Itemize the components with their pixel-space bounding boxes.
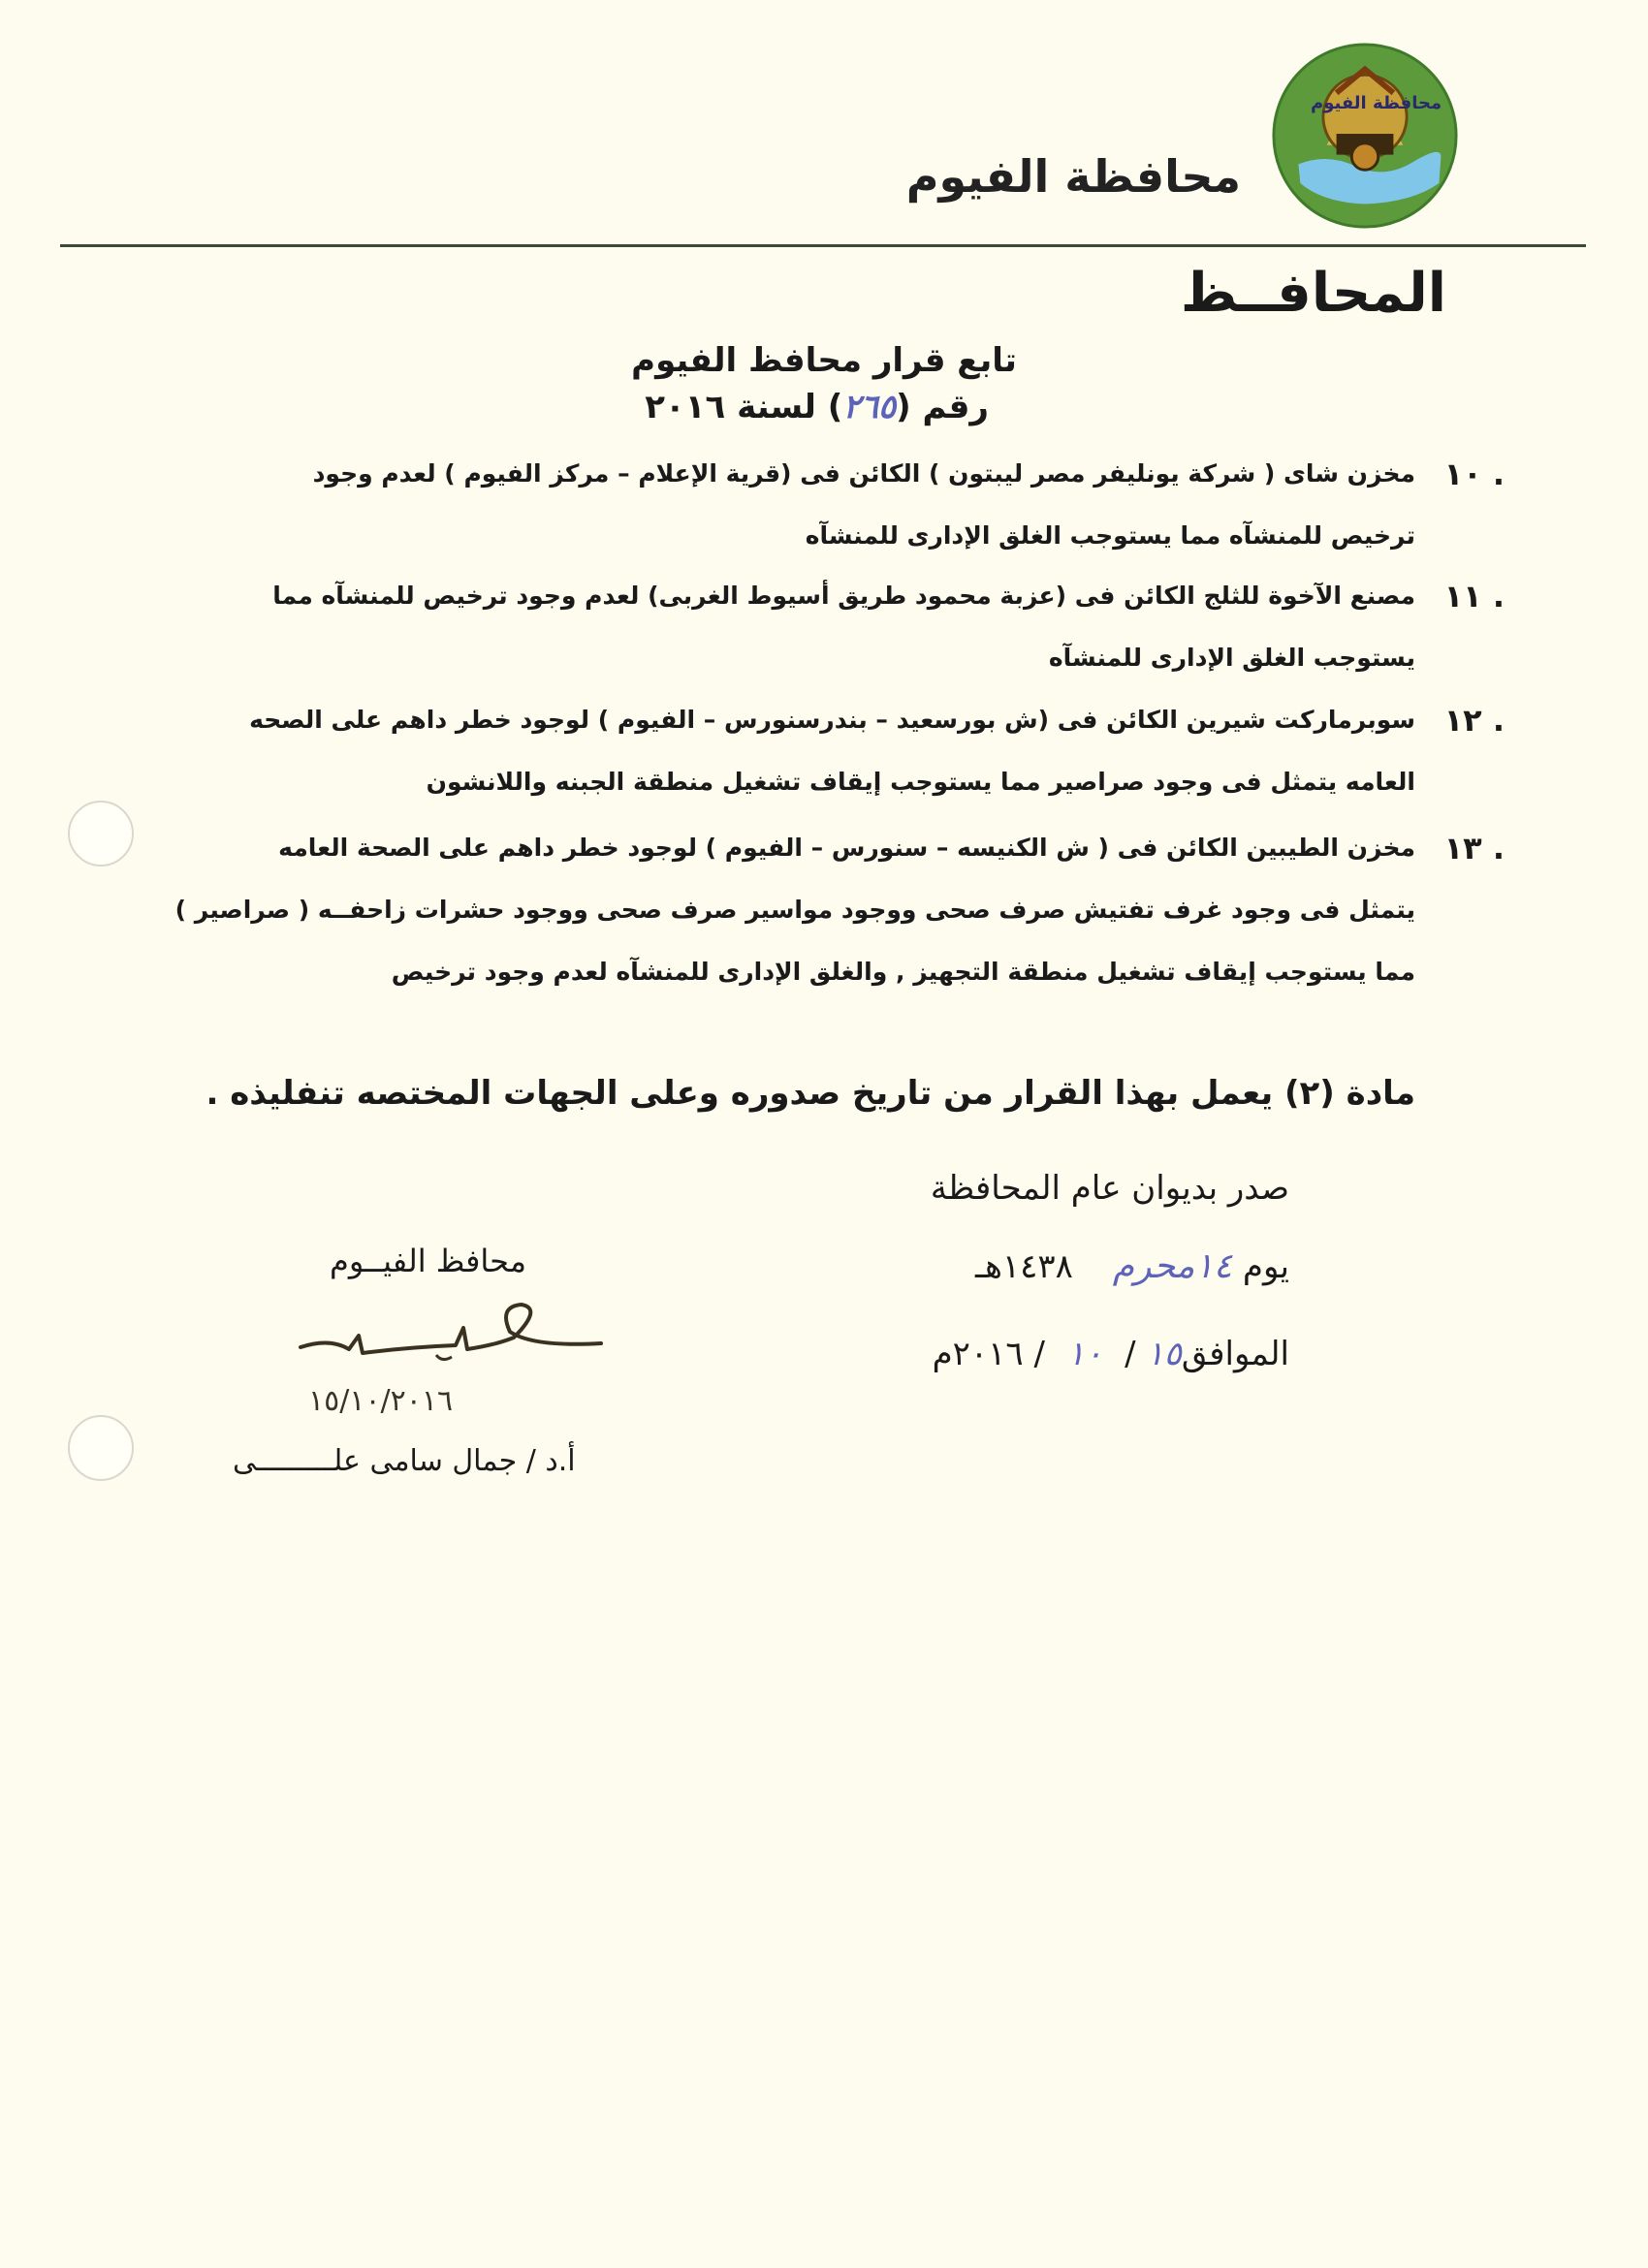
day-line xyxy=(975,1246,1289,1286)
item-line: مما يستوجب إيقاف تشغيل منطقة التجهيز , والغلق الإدارى للمنشآه لعدم وجود ترخيص xyxy=(391,958,1415,986)
date-line xyxy=(933,1335,1289,1373)
item-line: ترخيص للمنشآه مما يستوجب الغلق الإدارى للمنشآه xyxy=(805,521,1415,550)
item-line: يتمثل فى وجود غرف تفتيش صرف صحى ووجود مواسير صرف صحى ووجود حشرات زاحفــه ( صراصير ) xyxy=(174,896,1415,924)
date-year: / ٢٠١٦م xyxy=(932,1335,1045,1373)
decree-title: تابع قرار محافظ الفيوم xyxy=(631,341,1017,380)
decree-number-prefix: رقم ( xyxy=(896,388,989,426)
item-line: يستوجب الغلق الإدارى للمنشآه xyxy=(1048,644,1415,672)
item-line: سوبرماركت شيرين الكائن فى (ش بورسعيد – بندرسنورس – الفيوم ) لوجود خطر داهم على الصحه xyxy=(249,706,1415,734)
list-item xyxy=(249,702,1505,797)
list-item xyxy=(252,578,1505,673)
issued-at: صدر بديوان عام المحافظة xyxy=(930,1169,1289,1208)
item-number: ١٢ . xyxy=(1443,702,1505,739)
item-number: ١٣ . xyxy=(1443,830,1505,866)
list-item xyxy=(174,830,1505,987)
day-label: يوم xyxy=(1242,1247,1289,1286)
hijri-year: ١٤٣٨هـ xyxy=(975,1247,1073,1286)
day-handwritten: ١٤محرم xyxy=(1112,1246,1233,1286)
decree-number xyxy=(645,388,989,426)
signatory-name: أ.د / جمال سامى علـــــــــى xyxy=(233,1444,576,1478)
date-label: الموافق xyxy=(1181,1335,1289,1373)
governorate-name: محافظة الفيوم xyxy=(905,150,1241,203)
punch-hole xyxy=(68,801,134,866)
decree-number-handwritten: ٢٦٥ xyxy=(842,388,897,426)
article-2: مادة (٢) يعمل بهذا القرار من تاريخ صدوره وعلى الجهات المختصه تنفليذه . xyxy=(206,1074,1415,1113)
list-item xyxy=(252,456,1505,551)
item-line: مخزن شاى ( شركة يونليفر مصر ليبتون ) الكائن فى (قرية الإعلام – مركز الفيوم ) لعدم وجود xyxy=(312,459,1415,488)
signatory-title: محافظ الفيــوم xyxy=(330,1243,526,1279)
item-number: ١١ . xyxy=(1443,578,1505,614)
header-divider xyxy=(60,244,1586,247)
item-line: العامه يتمثل فى وجود صراصير مما يستوجب إيقاف تشغيل منطقة الجبنه واللانشون xyxy=(426,768,1415,796)
handwritten-signature xyxy=(291,1299,611,1370)
item-number: ١٠ . xyxy=(1443,456,1505,492)
date-sep-1: / xyxy=(1125,1335,1136,1373)
punch-hole xyxy=(68,1415,134,1481)
item-line: مخزن الطيبين الكائن فى ( ش الكنيسه – سنورس – الفيوم ) لوجود خطر داهم على الصحة العامه xyxy=(278,834,1415,862)
office-title: المحافــظ xyxy=(1180,262,1446,325)
emblem-text: محافظة الفيوم xyxy=(1311,93,1442,113)
decree-number-suffix: ) لسنة ٢٠١٦ xyxy=(645,388,843,426)
item-line: مصنع الآخوة للثلج الكائن فى (عزبة محمود طريق أسيوط الغربى) لعدم وجود ترخيص للمنشآه مما xyxy=(272,582,1415,610)
governorate-emblem xyxy=(1270,41,1460,231)
date-day: ١٥ xyxy=(1146,1335,1182,1373)
date-month: ١٠ xyxy=(1066,1335,1103,1373)
signature-date: ١٥/١٠/٢٠١٦ xyxy=(308,1384,454,1418)
